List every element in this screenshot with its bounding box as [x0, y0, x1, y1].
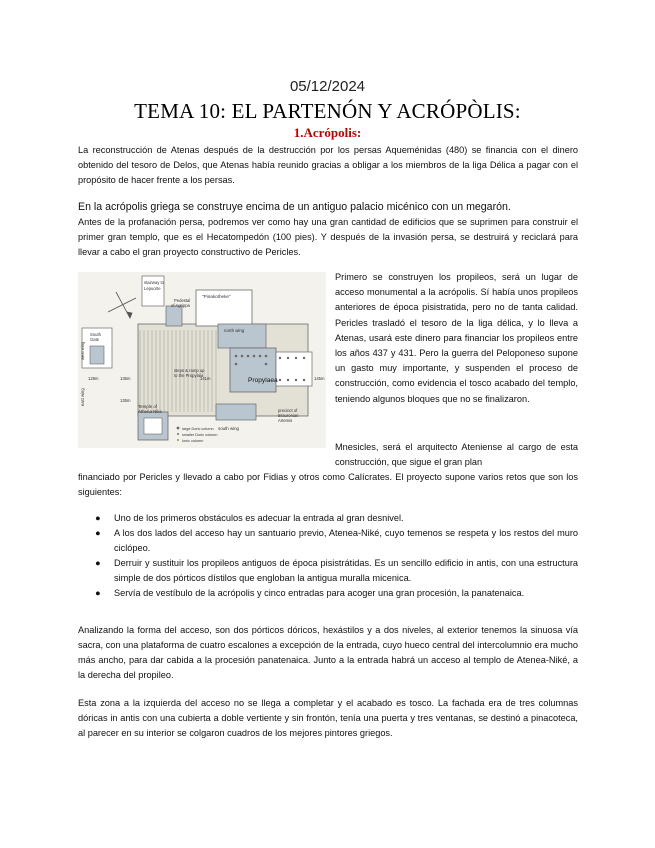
label-temple: Temple of [138, 404, 158, 409]
east-porch [276, 352, 312, 386]
label-141m: 141m [200, 376, 211, 381]
paragraph-left-zone: Esta zona a la izquierda del acceso no se llega a completar y el acabado es tosco. La fachada era de tres columnas dóricas in antis con una cubierta a doble vertiente y sin frontón, tenía una puerta y tres ventanas, se destinó a pinacoteca, al parecer en su interior se colgaron cuadros de los mejores pintores griegos. [78, 698, 578, 739]
temple-cella [144, 418, 162, 434]
label-stairway2: Lepuorte [144, 286, 161, 291]
label-135m-b: 135m [120, 398, 131, 403]
label-north-wing: north wing [224, 328, 245, 333]
document-title: TEMA 10: EL PARTENÓN Y ACRÓPÒLIS: [134, 99, 521, 123]
legend-large-doric: large Doric column [182, 427, 214, 431]
central-gate-building [230, 348, 276, 392]
propylaea-plan-figure [78, 272, 326, 448]
legend-smaller-doric: smaller Doric column [182, 433, 218, 437]
bullet-icon: ● [95, 528, 101, 539]
list-item: ● Servía de vestíbulo de la acrópolis y cinco entradas para acoger una gran procesión, la panatenaica. [92, 586, 578, 601]
bullet-icon: ● [95, 513, 101, 523]
list-item: ● Derruir y sustituir los propileos antiguos de época pisistrátidas. Es un sencillo edificio in antis, con una estructura simple de dos pórticos dístilos que engloban la antigua muralla micenica. [95, 558, 578, 584]
label-stairway: stairway to [144, 280, 165, 285]
label-precinct2: Brauronian [278, 413, 299, 418]
pedestal-of-agrippa [166, 306, 182, 326]
south-gate-room [90, 346, 104, 364]
paragraph-mnesicles: Mnesicles, será el arquitecto Ateniense al cargo de esta construcción, que sigue el gran plan [335, 442, 578, 468]
label-steps: steps & ramp up [174, 368, 205, 373]
paragraph-lead: En la acrópolis griega se construye encima de un antiguo palacio micénico con un megarón. [78, 201, 511, 213]
label-propylaea: Propylaea [248, 377, 278, 384]
label-pinakotheke: "Pinakotheke" [202, 294, 231, 299]
label-precinct3: Artemis [278, 418, 293, 423]
label-128m: 128m [88, 376, 99, 381]
label-south-gate: South [90, 332, 101, 337]
label-145m: 145m [314, 376, 325, 381]
label-135m-a: 135m [120, 376, 131, 381]
label-pedestal: Pedestal [174, 298, 191, 303]
paragraph-intro: La reconstrucción de Atenas después de la destrucción por los persas Aqueménidas (480) se financia con el dinero obtenido del tesoro de Delos, que Atenas había reunido gracias a obligar a los miembros de la liga Délica a pagar con el propósito de hacer frente a los persas. [78, 145, 578, 186]
document-date: 05/12/2024 [289, 78, 366, 95]
paragraph-access-analysis: Analizando la forma del acceso, son dos pórticos dóricos, hexástilos y a dos niveles, al exterior tenemos la sinuosa vía sacra, con una plataforma de cuatro escalones a excepción de la entrada, cuyo hueco central del intercolumnio era mucho más ancho, para dar cabida a la procesión panatenaica. Junto a la entrada habrá un acceso al templo de Atenea-Niké, a la derecha del propileo. [78, 625, 578, 681]
challenges-list [92, 511, 578, 602]
label-south-wing: south wing [218, 426, 239, 431]
bullet-icon: ● [95, 588, 101, 599]
label-west-wing: west wing [80, 341, 85, 360]
label-east-wing: east wing [80, 388, 85, 406]
list-item: ● A los dos lados del acceso hay un santuario previo, Atenea-Niké, cuyo temenos se respeta y los restos del muro ciclópeo. [95, 528, 578, 554]
label-pedestal2: of Agrippa [171, 303, 190, 308]
bullet-icon: ● [95, 558, 101, 569]
label-temple2: Athena Nike [138, 409, 162, 414]
label-south-gate2: Gate [90, 337, 100, 342]
label-precinct: precinct of [278, 408, 298, 413]
label-steps2: to the Propylaia [174, 373, 204, 378]
paragraph-financing: financiado por Pericles y llevado a cabo por Fidias y otros como Calícrates. El proyecto supone varios retos que son los siguientes: [78, 472, 578, 498]
section-heading: 1.Acrópolis: [293, 125, 362, 140]
paragraph-before-persian: Antes de la profanación persa, podremos ver como hay una gran cantidad de edificios que se suprimen para construir el primer gran templo, que es el Hecatompedón (100 pies). Y después de la invasión persa, se destruirá y reciclará para llevar a cabo el gran proyecto constructivo de Pericles. [78, 217, 578, 258]
list-item: ● Uno de los primeros obstáculos es adecuar la entrada al gran desnivel. [92, 511, 578, 526]
south-wing [216, 404, 256, 420]
paragraph-propileos: Primero se construyen los propileos, será un lugar de acceso monumental a la acrópolis. Sí había unos propileos anteriores de época pisistratida, pero no de tanta calidad. Pericles trasladó el tesoro de la liga délica, y lo lleva a Atenas, usará este dinero para financiar los propileos entre los años 437 y 431. Pero la guerra del Peloponeso supone un gasto muy importante, y suspenden el proceso de construcción, como evidencia el tosco acabado del templo, teniendo algunos bloques que no se finalizaron. [335, 272, 578, 404]
legend-ionic: Ionic column [182, 439, 204, 443]
